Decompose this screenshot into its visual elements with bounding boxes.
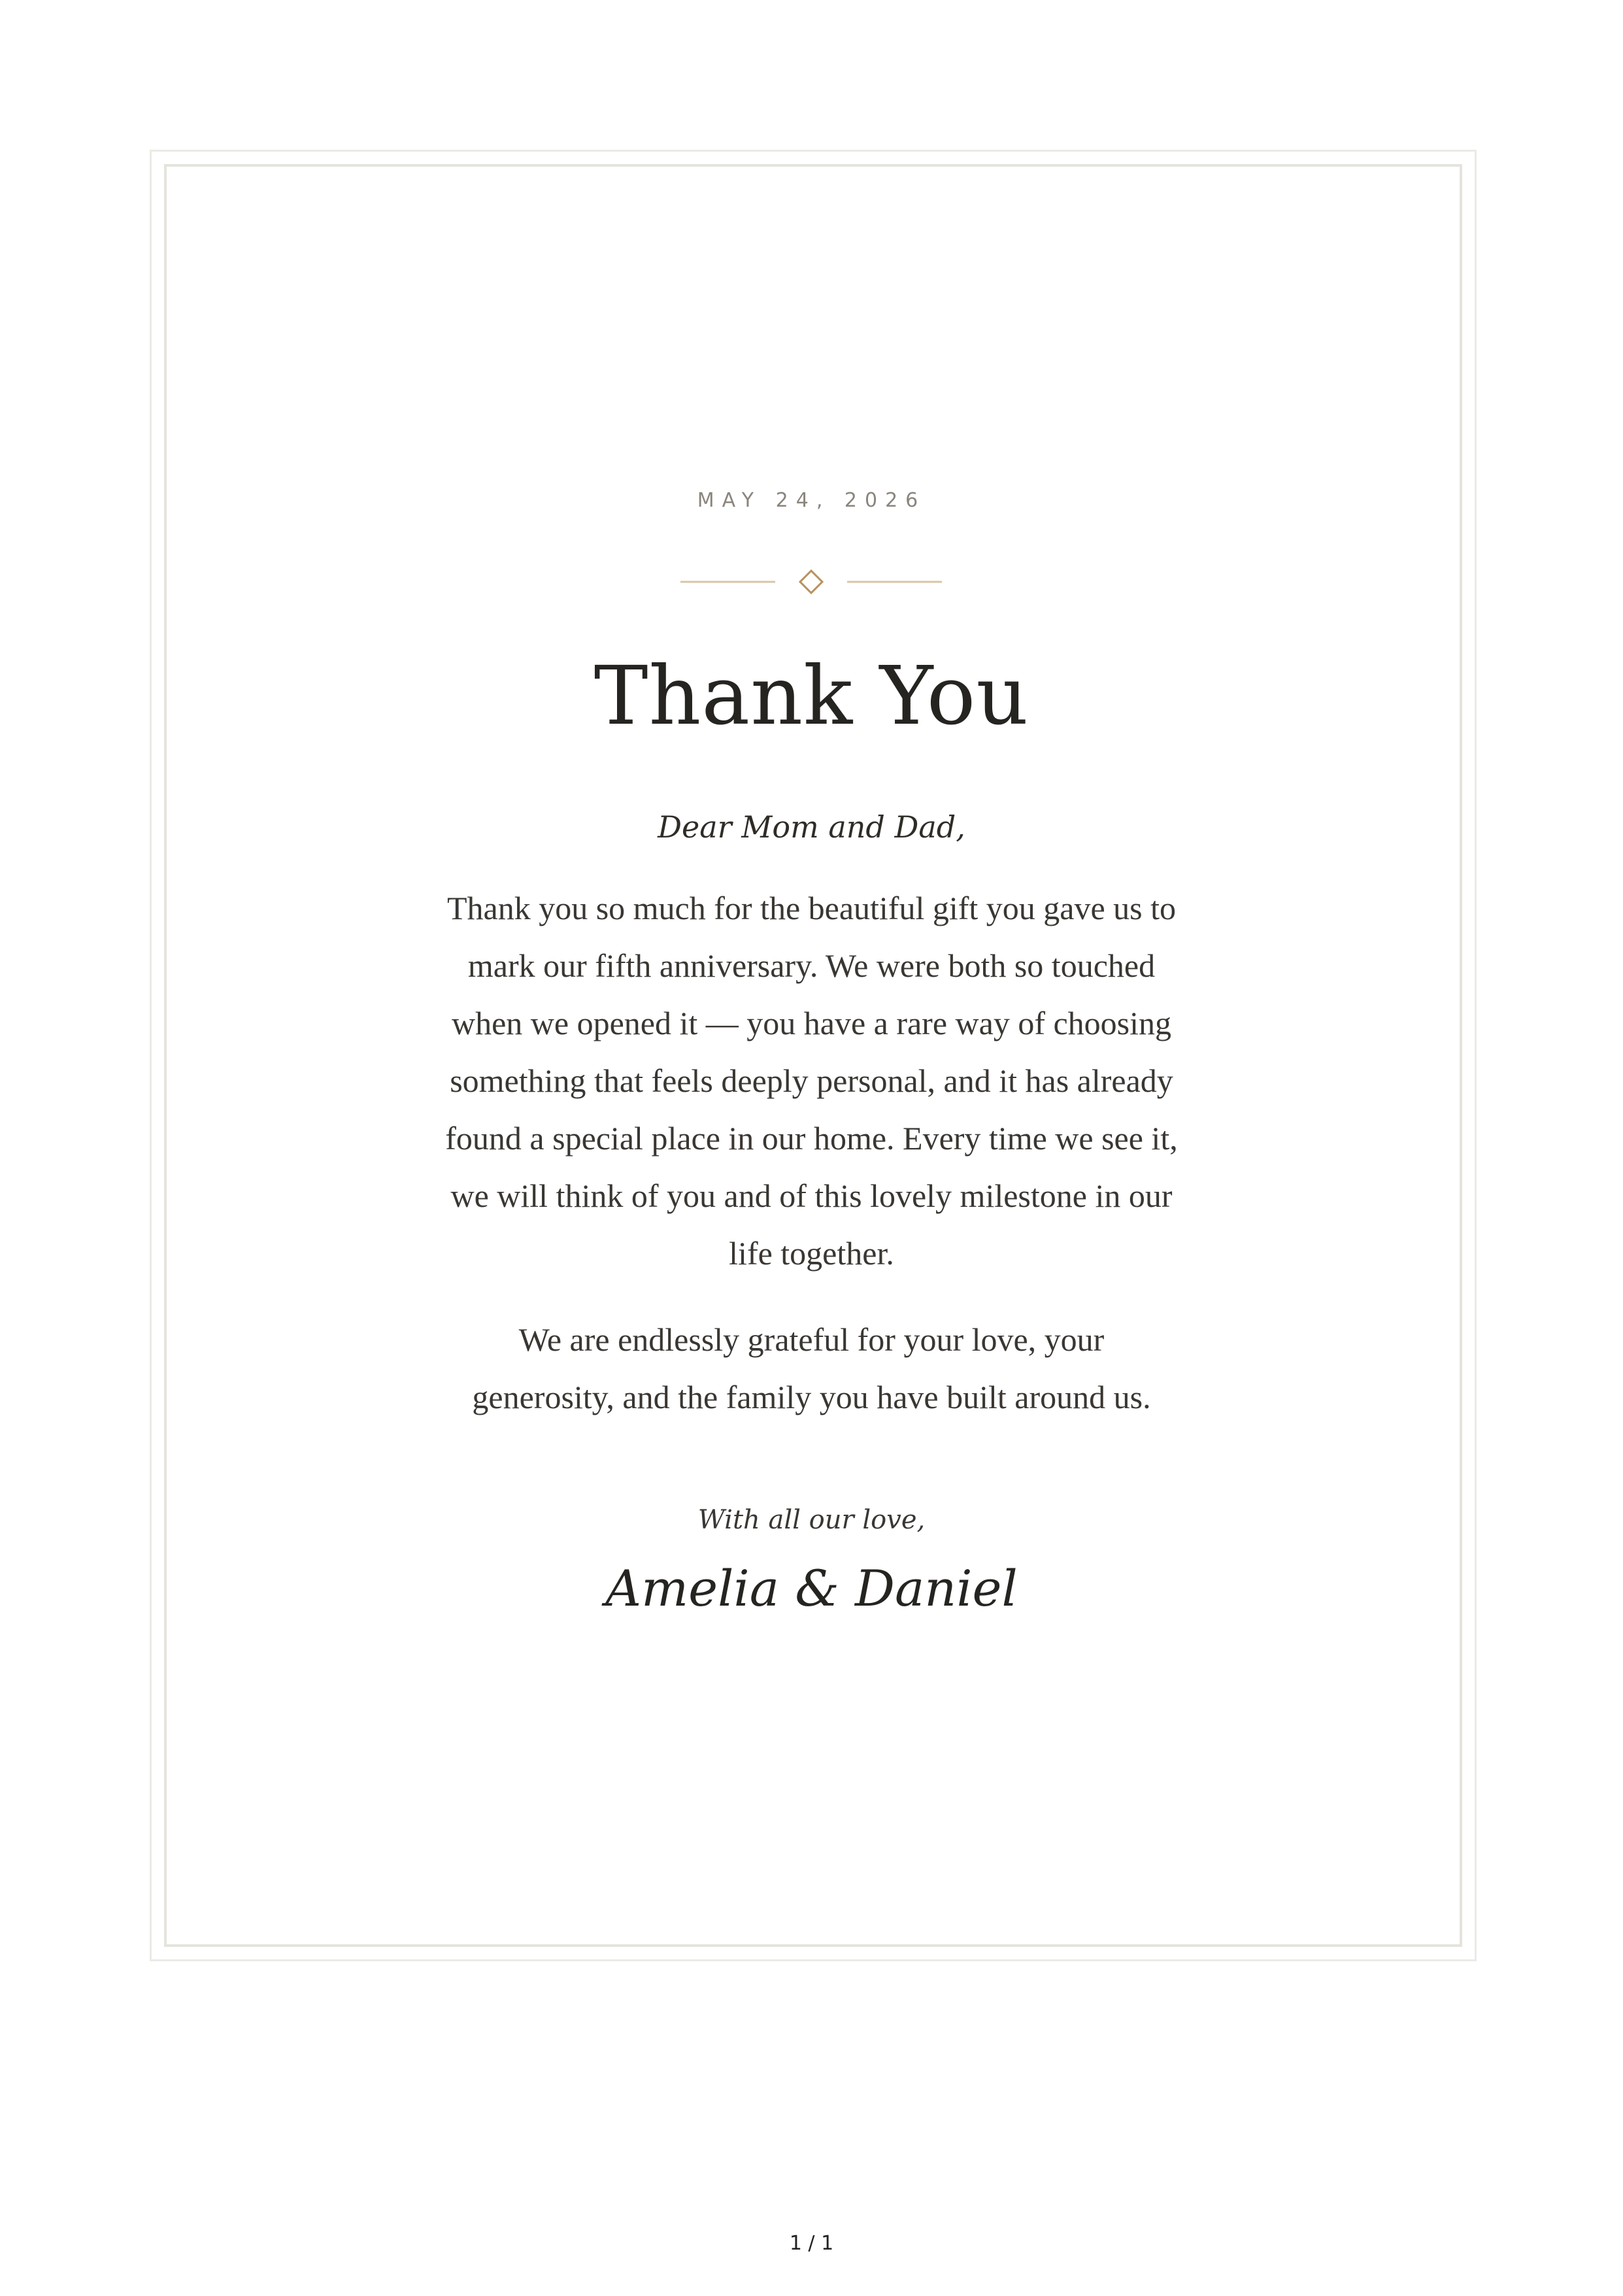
card-title: Thank You	[594, 649, 1029, 743]
page-number: 1 / 1	[789, 2232, 834, 2255]
signature: Amelia & Daniel	[605, 1559, 1018, 1617]
letter-body	[444, 879, 1179, 1455]
diamond-divider-icon	[680, 569, 942, 595]
card-date: MAY 24, 2026	[697, 489, 926, 512]
letter-paragraph-1: Thank you so much for the beautiful gift you gave us to mark our fifth anniversary. We were both so touched when we opened it — you have a rare way of choosing something that feels deeply personal, and it has already found a special place in our home. Every time we see it, we will think of you and of this lovely milestone in our life together.	[445, 890, 1178, 1272]
letter-paragraph-2: We are endlessly grateful for your love, your generosity, and the family you have built around us.	[472, 1321, 1151, 1415]
closing-line: With all our love,	[697, 1505, 926, 1535]
salutation: Dear Mom and Dad,	[658, 809, 965, 845]
